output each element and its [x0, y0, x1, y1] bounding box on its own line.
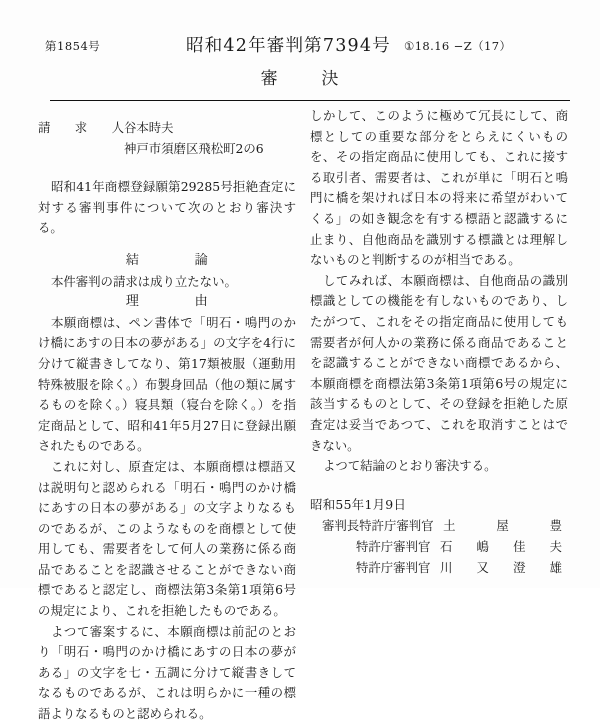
party-label-char-2: 求 — [74, 120, 88, 135]
judge-3-given-char-2: 雄 — [549, 560, 562, 576]
judge-3-surname-char-1: 川 — [440, 560, 453, 576]
judge-2-given-char-1: 佳 — [513, 539, 526, 555]
column-left — [38, 106, 296, 725]
judge-name-2 — [440, 536, 568, 557]
party-label — [38, 118, 124, 139]
header-divider-rule — [50, 100, 570, 101]
conclusion-heading-char-1: 結 — [125, 252, 140, 268]
applicant-name: 谷本時夫 — [124, 120, 174, 135]
spacer — [38, 106, 296, 118]
case-statement: 昭和41年商標登録願第29285号拒絶査定に対する審判事件について次のとおり審決する。 — [38, 179, 296, 236]
document-number: 第1854号 — [45, 39, 101, 53]
judge-2-given-char-2: 夫 — [549, 539, 562, 555]
spacer — [38, 159, 296, 177]
reasons-heading-char-1: 理 — [125, 294, 140, 310]
judge-row-3 — [310, 557, 568, 578]
judge-name-1 — [443, 515, 568, 536]
reasons-paragraph-1: 本願商標は、ペン書体で「明石・鳴門のかけ橋にあすの日本の夢がある」の文字を4行に分けて縦書きしてなり、第17類被服（運動用特殊被服を除く。）布製身回品（他の類に属するものを除く。）寝具類（寝台を除く。）を指定商品として、昭和41年5月27日に登録出願されたものである。 — [38, 314, 296, 454]
conclusion-heading — [38, 251, 296, 272]
reasons-paragraph-6: よつて結論のとおり審決する。 — [323, 458, 497, 474]
judge-1-surname-char-1: 土 — [443, 518, 456, 534]
page-title-char-1: 審 — [260, 69, 279, 89]
judge-1-given-name: 豊 — [549, 518, 562, 534]
reasons-heading-char-2: 由 — [194, 294, 209, 310]
spacer — [310, 477, 568, 495]
document-body — [0, 106, 600, 722]
judge-2-surname-char-2: 嶋 — [476, 539, 489, 555]
conclusion-heading-char-2: 論 — [194, 252, 209, 268]
document-header — [0, 0, 600, 100]
judge-1-surname-char-2: 屋 — [496, 518, 509, 534]
judge-2-surname-char-1: 石 — [440, 539, 453, 555]
judge-official-title: 特許庁審判官 — [359, 518, 434, 534]
judge-3-given-char-1: 澄 — [513, 560, 526, 576]
judge-official-title: 特許庁審判官 — [356, 560, 431, 576]
page-title-char-2: 決 — [321, 69, 340, 89]
decision-date: 昭和55年1月9日 — [310, 496, 407, 512]
reasons-paragraph-3: よつて審案するに、本願商標は前記のとおり「明石・鳴門のかけ橋にあすの日本の夢がある」の文字を七・五調に分けて縦書きしてなるものであるが、これは明らかに一種の標語よりなるものと認められる。 — [38, 623, 296, 722]
reasons-paragraph-5: してみれば、本願商標は、自他商品の識別標識としての機能を有しないものであり、したがつて、これをその指定商品に使用しても需要者が何人かの業務に係る商品であることを認識することができない商標であるから、本願商標を商標法第3条第1項第6号の規定に該当するものとして、その登録を拒絶した原査定は妥当であつて、これを取消すことはできない。 — [310, 272, 568, 453]
applicant-address: 神戸市須磨区飛松町2の6 — [124, 140, 264, 156]
case-number: 昭和42年審判第7394号 — [186, 36, 391, 56]
reasons-heading — [38, 292, 296, 313]
party-label-char-3: 人 — [111, 120, 124, 135]
party-applicant-row — [38, 118, 296, 139]
party-label-char-1: 請 — [38, 120, 51, 135]
judge-row-chief — [310, 515, 568, 536]
reasons-paragraph-4: しかして、このように極めて冗長にして、商標としての重要な部分をとらえにくいものを、その指定商品に使用しても、これに接する取引者、需要者は、これが単に「明石と鳴門に橋を架ければ日本の将来に希望がわいてくる」の如き観念を有する標語と認識するに止まり、自他商品を識別する標識とは理解しないものと判断するのが相当である。 — [310, 108, 568, 268]
reasons-paragraph-2: これに対し、原査定は、本願商標は標語又は説明句と認められる「明石・鳴門のかけ橋にあすの日本の夢がある」の文字よりなるものであるが、このようなものを商標として使用しても、需要者をして何人の業務に係る商品であることを認識させることができない商標であると認定し、商標法第3条第1項第6号の規定により、これを拒絶したものである。 — [38, 458, 296, 619]
judge-official-title: 特許庁審判官 — [356, 539, 431, 555]
judge-name-3 — [440, 557, 568, 578]
spacer — [38, 239, 296, 251]
judge-row-2 — [310, 536, 568, 557]
classification-code: ①18.16 −Z（17） — [404, 39, 512, 53]
conclusion-text: 本件審判の請求は成り立たない。 — [51, 273, 237, 289]
judge-3-surname-char-2: 又 — [476, 560, 489, 576]
chief-judge-role: 審判長 — [322, 518, 360, 534]
page-title — [0, 64, 600, 89]
column-right — [310, 106, 568, 578]
